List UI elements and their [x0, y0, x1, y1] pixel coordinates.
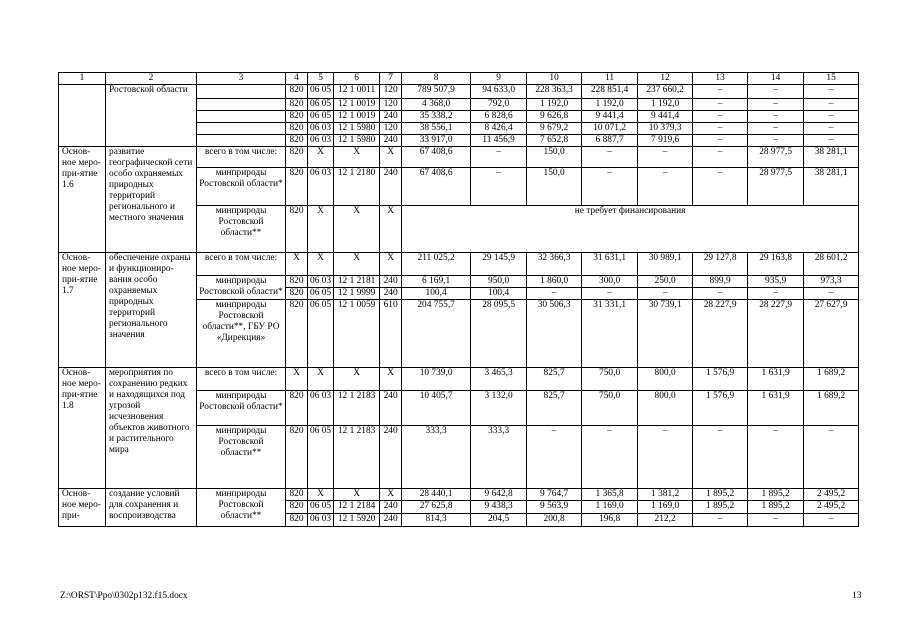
value-cell: 6 169,1 — [402, 276, 471, 288]
value-cell: 950,0 — [471, 276, 527, 288]
value-cell: 820 — [286, 276, 308, 288]
value-cell: 825,7 — [527, 368, 582, 391]
measure-name-cell: мероприятия по сохранению редких и находящихся под угрозой исчезновения объектов животного и растительного мира — [106, 368, 197, 489]
value-cell: – — [804, 123, 859, 135]
value-cell: 1 689,2 — [804, 368, 859, 391]
value-cell: – — [582, 147, 638, 168]
value-cell: 820 — [286, 288, 308, 300]
value-cell: 9 438,3 — [471, 501, 527, 514]
value-cell: 1 631,9 — [748, 368, 804, 391]
value-cell: 820 — [286, 426, 308, 489]
value-cell: 240 — [380, 501, 402, 514]
value-cell: 30 989,1 — [638, 253, 693, 276]
value-cell: 333,3 — [471, 426, 527, 489]
value-cell: – — [804, 426, 859, 489]
value-cell: 935,9 — [748, 276, 804, 288]
table-row — [59, 85, 859, 99]
value-cell: 9 563,9 — [527, 501, 582, 514]
value-cell: 211 025,2 — [402, 253, 471, 276]
page-number: 13 — [852, 591, 862, 601]
value-cell: – — [804, 85, 859, 99]
value-cell: 12 1 9999 — [334, 288, 380, 300]
column-header: 4 — [286, 73, 308, 85]
value-cell: 9 441,4 — [638, 111, 693, 123]
value-cell: – — [638, 168, 693, 206]
value-cell: 38 281,1 — [804, 147, 859, 168]
value-cell: 204,5 — [471, 514, 527, 527]
value-cell: 10 379,3 — [638, 123, 693, 135]
table-row — [59, 368, 859, 391]
value-cell: 10 071,2 — [582, 123, 638, 135]
executor-cell: минприроды Ростовской области** — [197, 206, 286, 253]
value-cell: – — [804, 288, 859, 300]
value-cell: 12 1 2181 — [334, 276, 380, 288]
value-cell: – — [638, 426, 693, 489]
value-cell: Х — [380, 489, 402, 501]
measure-name-cell: создание условий для сохранения и воспроизводства — [106, 489, 197, 527]
value-cell: 06 03 — [308, 276, 334, 288]
value-cell: 1 895,2 — [748, 489, 804, 501]
value-cell: – — [804, 99, 859, 111]
value-cell: 94 633,0 — [471, 85, 527, 99]
value-cell: – — [748, 99, 804, 111]
value-cell: 06 05 — [308, 99, 334, 111]
column-header: 11 — [582, 73, 638, 85]
value-cell: 12 1 2184 — [334, 501, 380, 514]
value-cell: 30 739,1 — [638, 300, 693, 368]
value-cell: 240 — [380, 288, 402, 300]
budget-table — [58, 72, 859, 527]
value-cell: Х — [334, 147, 380, 168]
value-cell: 28 601,2 — [804, 253, 859, 276]
value-cell: 240 — [380, 111, 402, 123]
value-cell: 1 169,0 — [638, 501, 693, 514]
value-cell: 12 1 0011 — [334, 85, 380, 99]
value-cell: – — [693, 514, 748, 527]
value-cell: 29 127,8 — [693, 253, 748, 276]
column-header: 13 — [693, 73, 748, 85]
value-cell: Х — [334, 206, 380, 253]
value-cell: 120 — [380, 99, 402, 111]
value-cell: 12 1 0019 — [334, 111, 380, 123]
footer-file-path: Z:\ORST\Ppo\0302p132.f15.docx — [60, 591, 188, 601]
value-cell: 1 860,0 — [527, 276, 582, 288]
value-cell: 31 631,1 — [582, 253, 638, 276]
column-header: 15 — [804, 73, 859, 85]
value-cell: Х — [308, 489, 334, 501]
value-cell: 12 1 5980 — [334, 135, 380, 147]
executor-cell: всего в том числе: — [197, 147, 286, 168]
value-cell: – — [748, 123, 804, 135]
value-cell: 789 507,9 — [402, 85, 471, 99]
value-cell: 1 192,0 — [527, 99, 582, 111]
value-cell: 29 145,9 — [471, 253, 527, 276]
value-cell: 825,7 — [527, 391, 582, 426]
value-cell: 240 — [380, 168, 402, 206]
value-cell: 06 05 — [308, 426, 334, 489]
table-row — [59, 147, 859, 168]
value-cell: 27 627,9 — [804, 300, 859, 368]
value-cell: 1 631,9 — [748, 391, 804, 426]
executor-cell: всего в том числе: — [197, 253, 286, 276]
value-cell: – — [582, 426, 638, 489]
value-cell: Х — [380, 147, 402, 168]
value-cell: 228 363,3 — [527, 85, 582, 99]
table-row — [59, 489, 859, 501]
value-cell: Х — [286, 368, 308, 391]
value-cell: 06 03 — [308, 168, 334, 206]
value-cell: – — [527, 426, 582, 489]
measure-code-cell — [59, 85, 106, 147]
value-cell: 06 05 — [308, 111, 334, 123]
value-cell: – — [748, 85, 804, 99]
value-cell: 4 368,0 — [402, 99, 471, 111]
value-cell: – — [748, 111, 804, 123]
value-cell: 1 576,9 — [693, 391, 748, 426]
value-cell: 820 — [286, 206, 308, 253]
value-cell: 28 227,9 — [748, 300, 804, 368]
no-funding-note: не требует финансирования — [402, 206, 859, 253]
value-cell: 820 — [286, 111, 308, 123]
value-cell: 973,3 — [804, 276, 859, 288]
value-cell: 38 556,1 — [402, 123, 471, 135]
value-cell: 120 — [380, 85, 402, 99]
value-cell: 1 689,2 — [804, 391, 859, 426]
value-cell: – — [693, 147, 748, 168]
value-cell: Х — [334, 253, 380, 276]
value-cell: 820 — [286, 514, 308, 527]
value-cell: 204 755,7 — [402, 300, 471, 368]
value-cell: – — [748, 426, 804, 489]
value-cell: 9 441,4 — [582, 111, 638, 123]
column-header: 12 — [638, 73, 693, 85]
value-cell: 06 05 — [308, 85, 334, 99]
value-cell: 820 — [286, 147, 308, 168]
executor-cell — [197, 99, 286, 111]
value-cell: Х — [308, 147, 334, 168]
value-cell: 1 895,2 — [693, 501, 748, 514]
value-cell: 1 895,2 — [748, 501, 804, 514]
value-cell: 300,0 — [582, 276, 638, 288]
value-cell: 7 919,6 — [638, 135, 693, 147]
measure-name-cell: Ростовской области — [106, 85, 197, 147]
value-cell: 1 381,2 — [638, 489, 693, 501]
measure-code-cell: Основ-ное меро-при-ятие 1.7 — [59, 253, 106, 368]
value-cell: – — [582, 168, 638, 206]
value-cell: 28 440,1 — [402, 489, 471, 501]
value-cell: Х — [334, 489, 380, 501]
column-header: 8 — [402, 73, 471, 85]
value-cell: 120 — [380, 123, 402, 135]
value-cell: Х — [334, 368, 380, 391]
column-header: 14 — [748, 73, 804, 85]
value-cell: – — [693, 111, 748, 123]
value-cell: 750,0 — [582, 391, 638, 426]
value-cell: 06 03 — [308, 123, 334, 135]
value-cell: 2 495,2 — [804, 489, 859, 501]
value-cell: 610 — [380, 300, 402, 368]
value-cell: – — [748, 514, 804, 527]
value-cell: 1 192,0 — [638, 99, 693, 111]
value-cell: – — [471, 147, 527, 168]
value-cell: 1 169,0 — [582, 501, 638, 514]
value-cell: – — [693, 135, 748, 147]
measure-code-cell: Основ-ное меро-при-ятие 1.8 — [59, 368, 106, 489]
value-cell: – — [748, 135, 804, 147]
value-cell: Х — [380, 368, 402, 391]
value-cell: 1 895,2 — [693, 489, 748, 501]
value-cell: – — [693, 123, 748, 135]
value-cell: 240 — [380, 426, 402, 489]
value-cell: 3 132,0 — [471, 391, 527, 426]
value-cell: 212,2 — [638, 514, 693, 527]
column-header: 10 — [527, 73, 582, 85]
value-cell: 1 365,8 — [582, 489, 638, 501]
value-cell: – — [582, 288, 638, 300]
value-cell: 12 1 5980 — [334, 123, 380, 135]
value-cell: 200,8 — [527, 514, 582, 527]
value-cell: 2 495,2 — [804, 501, 859, 514]
value-cell: 10 739,0 — [402, 368, 471, 391]
value-cell: – — [638, 288, 693, 300]
value-cell: 9 764,7 — [527, 489, 582, 501]
value-cell: 814,3 — [402, 514, 471, 527]
value-cell: Х — [308, 253, 334, 276]
value-cell: 31 331,1 — [582, 300, 638, 368]
value-cell: 240 — [380, 514, 402, 527]
value-cell: 1 576,9 — [693, 368, 748, 391]
value-cell: 800,0 — [638, 368, 693, 391]
value-cell: 240 — [380, 391, 402, 426]
value-cell: – — [471, 168, 527, 206]
executor-cell: минприроды Ростовской области* — [197, 168, 286, 206]
value-cell: – — [693, 168, 748, 206]
value-cell: 8 426,4 — [471, 123, 527, 135]
value-cell: 333,3 — [402, 426, 471, 489]
value-cell: 32 366,3 — [527, 253, 582, 276]
value-cell: 12 1 0019 — [334, 99, 380, 111]
value-cell: – — [804, 514, 859, 527]
value-cell: 33 917,0 — [402, 135, 471, 147]
table-row — [59, 253, 859, 276]
measure-name-cell: развитие географической сети особо охраняемых природных территорий регионального и местного значения — [106, 147, 197, 253]
value-cell: 30 506,3 — [527, 300, 582, 368]
value-cell: 29 163,8 — [748, 253, 804, 276]
value-cell: 250,0 — [638, 276, 693, 288]
value-cell: 820 — [286, 123, 308, 135]
value-cell: 9 626,8 — [527, 111, 582, 123]
value-cell: 67 408,6 — [402, 168, 471, 206]
value-cell: – — [693, 288, 748, 300]
value-cell: 240 — [380, 135, 402, 147]
value-cell: – — [638, 147, 693, 168]
value-cell: 06 03 — [308, 135, 334, 147]
value-cell: 12 1 5920 — [334, 514, 380, 527]
value-cell: 12 1 2183 — [334, 391, 380, 426]
column-header: 2 — [106, 73, 197, 85]
value-cell: 150,0 — [527, 168, 582, 206]
value-cell: Х — [308, 206, 334, 253]
value-cell: 150,0 — [527, 147, 582, 168]
column-header: 9 — [471, 73, 527, 85]
value-cell: – — [693, 426, 748, 489]
value-cell: – — [804, 111, 859, 123]
value-cell: Х — [286, 253, 308, 276]
value-cell: 800,0 — [638, 391, 693, 426]
value-cell: – — [693, 99, 748, 111]
executor-cell: минприроды Ростовской области**, ГБУ РО «Дирекция» — [197, 300, 286, 368]
value-cell: 237 660,2 — [638, 85, 693, 99]
value-cell: 3 465,3 — [471, 368, 527, 391]
value-cell: 28 977,5 — [748, 168, 804, 206]
value-cell: 100,4 — [471, 288, 527, 300]
value-cell: – — [748, 288, 804, 300]
value-cell: 12 1 0059 — [334, 300, 380, 368]
executor-cell: минприроды Ростовской области* — [197, 391, 286, 426]
executor-cell — [197, 111, 286, 123]
executor-cell: минприроды Ростовской области** — [197, 489, 286, 527]
executor-cell: минприроды Ростовской области* — [197, 276, 286, 300]
value-cell: 27 625,8 — [402, 501, 471, 514]
value-cell: 820 — [286, 135, 308, 147]
value-cell: Х — [308, 368, 334, 391]
value-cell: 6 887,7 — [582, 135, 638, 147]
value-cell: 6 828,6 — [471, 111, 527, 123]
header-row — [59, 73, 859, 85]
value-cell: – — [527, 288, 582, 300]
value-cell: 12 1 2183 — [334, 426, 380, 489]
column-header: 5 — [308, 73, 334, 85]
executor-cell — [197, 123, 286, 135]
value-cell: – — [693, 85, 748, 99]
value-cell: 35 338,2 — [402, 111, 471, 123]
value-cell: 899,9 — [693, 276, 748, 288]
value-cell: – — [804, 135, 859, 147]
value-cell: 100,4 — [402, 288, 471, 300]
value-cell: 820 — [286, 391, 308, 426]
value-cell: 06 03 — [308, 391, 334, 426]
value-cell: 28 227,9 — [693, 300, 748, 368]
value-cell: 820 — [286, 300, 308, 368]
value-cell: 67 408,6 — [402, 147, 471, 168]
value-cell: 792,0 — [471, 99, 527, 111]
value-cell: 1 192,0 — [582, 99, 638, 111]
value-cell: 38 281,1 — [804, 168, 859, 206]
value-cell: 196,8 — [582, 514, 638, 527]
value-cell: 06 05 — [308, 300, 334, 368]
column-header: 3 — [197, 73, 286, 85]
value-cell: 9 642,8 — [471, 489, 527, 501]
value-cell: Х — [380, 253, 402, 276]
value-cell: 240 — [380, 276, 402, 288]
value-cell: Х — [380, 206, 402, 253]
value-cell: 12 1 2180 — [334, 168, 380, 206]
executor-cell — [197, 135, 286, 147]
value-cell: 750,0 — [582, 368, 638, 391]
value-cell: 9 679,2 — [527, 123, 582, 135]
value-cell: 820 — [286, 99, 308, 111]
executor-cell: минприроды Ростовской области** — [197, 426, 286, 489]
measure-code-cell: Основ-ное меро-при- — [59, 489, 106, 527]
value-cell: 06 03 — [308, 514, 334, 527]
value-cell: 06 05 — [308, 288, 334, 300]
value-cell: 10 405,7 — [402, 391, 471, 426]
value-cell: 820 — [286, 168, 308, 206]
value-cell: 228 851,4 — [582, 85, 638, 99]
value-cell: 820 — [286, 489, 308, 501]
column-header: 7 — [380, 73, 402, 85]
measure-code-cell: Основ-ное меро-при-ятие 1.6 — [59, 147, 106, 253]
column-header: 6 — [334, 73, 380, 85]
value-cell: 28 095,5 — [471, 300, 527, 368]
value-cell: 7 652,8 — [527, 135, 582, 147]
value-cell: 820 — [286, 501, 308, 514]
measure-name-cell: обеспечение охраны и функциониро-вания особо охраняемых природных территорий регионального значения — [106, 253, 197, 368]
value-cell: 06 05 — [308, 501, 334, 514]
column-header: 1 — [59, 73, 106, 85]
value-cell: 11 456,9 — [471, 135, 527, 147]
value-cell: 28 977,5 — [748, 147, 804, 168]
executor-cell — [197, 85, 286, 99]
value-cell: 820 — [286, 85, 308, 99]
executor-cell: всего в том числе: — [197, 368, 286, 391]
